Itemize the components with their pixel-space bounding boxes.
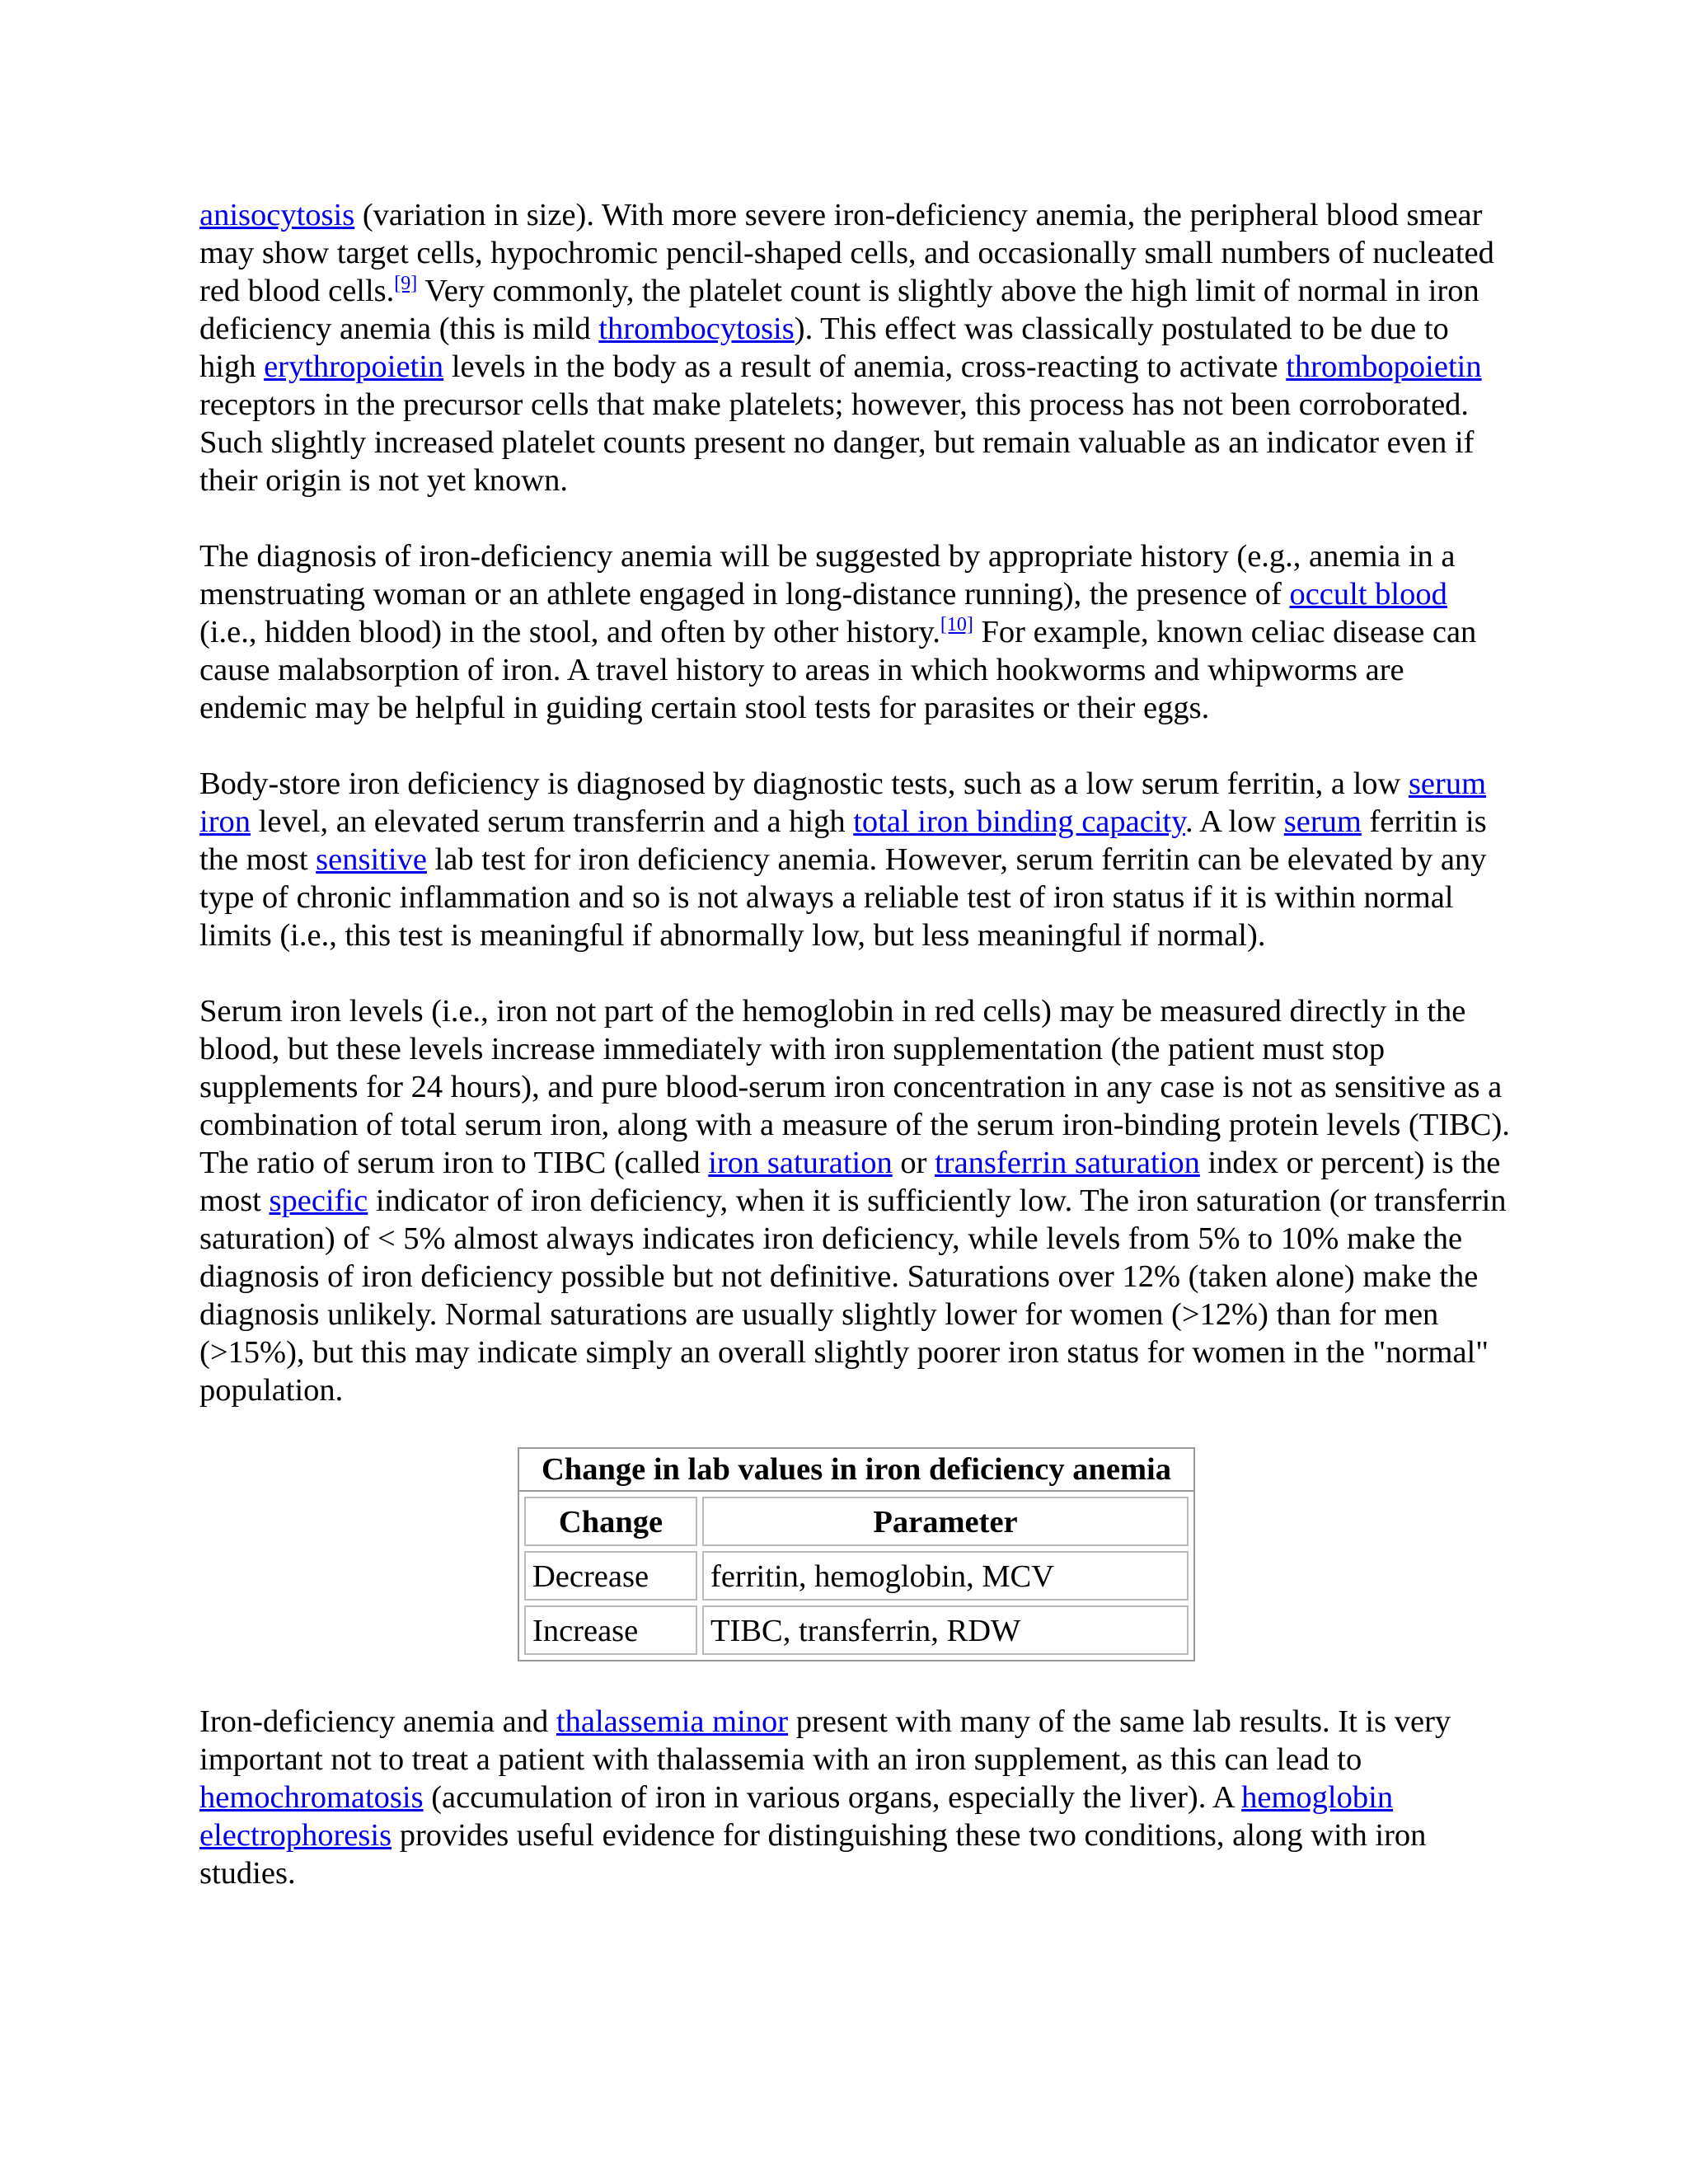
link-serum[interactable]: serum xyxy=(1283,804,1362,839)
text-span: ). This effect was classically postulated to be due to high xyxy=(199,312,1449,384)
lab-values-table xyxy=(518,1447,1195,1661)
text-span: Iron-deficiency anemia and xyxy=(199,1704,556,1739)
text-span: lab test for iron deficiency anemia. However, serum ferritin can be elevated by any type of chronic inflammation and so is not always a reliable test of iron status if it is within normal limits (i.e., this test is meaningful if abnormally low, but less meaningful if normal). xyxy=(199,842,1487,953)
link-occult-blood[interactable]: occult blood xyxy=(1289,577,1447,612)
link-total-iron-binding-capacity[interactable]: total iron binding capacity xyxy=(853,804,1185,839)
text-span: For example, known celiac disease can cause malabsorption of iron. A travel history to areas in which hookworms and whipworms are endemic may be helpful in guiding certain stool tests for parasites or their eggs. xyxy=(199,615,1477,725)
table-header-row xyxy=(524,1497,1189,1546)
text-span: levels in the body as a result of anemia, cross-reacting to activate xyxy=(443,349,1287,384)
text-span: The diagnosis of iron-deficiency anemia will be suggested by appropriate history (e.g., anemia in a menstruating woman or an athlete engaged in long-distance running), the presence of xyxy=(199,539,1456,612)
text-span: ferritin is the most xyxy=(199,804,1487,877)
text-span: (accumulation of iron in various organs, especially the liver). A xyxy=(423,1780,1242,1815)
citation-link-9[interactable]: [9] xyxy=(394,273,418,295)
lab-values-table-wrapper xyxy=(199,1447,1510,1661)
paragraph-diagnosis-history xyxy=(199,537,1510,727)
text-span: (i.e., hidden blood) in the stool, and often by other history. xyxy=(199,615,940,649)
link-hemochromatosis[interactable]: hemochromatosis xyxy=(199,1780,424,1815)
link-specific[interactable]: specific xyxy=(269,1183,368,1218)
text-span: or xyxy=(892,1146,935,1180)
link-erythropoietin[interactable]: erythropoietin xyxy=(264,349,444,384)
link-thalassemia-minor[interactable]: thalassemia minor xyxy=(556,1704,789,1739)
table-row xyxy=(524,1551,1189,1601)
column-header-change: Change xyxy=(524,1497,697,1546)
text-span: Body-store iron deficiency is diagnosed by diagnostic tests, such as a low serum ferritin, a low xyxy=(199,766,1409,801)
text-span: . A low xyxy=(1184,804,1284,839)
text-span: index or percent) is the most xyxy=(199,1146,1501,1218)
reference-10 xyxy=(940,614,973,635)
link-serum-iron[interactable]: serum iron xyxy=(199,766,1487,839)
paragraph-blood-smear xyxy=(199,196,1510,499)
table-caption: Change in lab values in iron deficiency anemia xyxy=(518,1447,1195,1490)
link-transferrin-saturation[interactable]: transferrin saturation xyxy=(935,1146,1200,1180)
link-thrombopoietin[interactable]: thrombopoietin xyxy=(1286,349,1482,384)
link-hemoglobin-electrophoresis[interactable]: hemoglobin electrophoresis xyxy=(199,1780,1394,1853)
table-cell-change: Decrease xyxy=(524,1551,697,1601)
text-span: indicator of iron deficiency, when it is sufficiently low. The iron saturation (or transferrin saturation) of < 5% almost always indicates iron deficiency, while levels from 5% to 10% make the diagnosis of iron deficiency possible but not definitive. Saturations over 12% (taken alone) make the diagnosis unlikely. Normal saturations are usually slightly lower for women (>12%) than for men (>15%), but this may indicate simply an overall slightly poorer iron status for women in the "normal" population. xyxy=(199,1183,1507,1408)
text-span: present with many of the same lab results. It is very important not to treat a patient with thalassemia with an iron supplement, as this can lead to xyxy=(199,1704,1451,1777)
text-span: level, an elevated serum transferrin and a high xyxy=(251,804,854,839)
table-cell-parameter: TIBC, transferrin, RDW xyxy=(702,1605,1189,1655)
table-cell-change: Increase xyxy=(524,1605,697,1655)
column-header-parameter: Parameter xyxy=(702,1497,1189,1546)
text-span: (variation in size). With more severe iron-deficiency anemia, the peripheral blood smear may show target cells, hypochromic pencil-shaped cells, and occasionally small numbers of nucleated red blood cells. xyxy=(199,198,1494,308)
text-span: provides useful evidence for distinguishing these two conditions, along with iron studies. xyxy=(199,1818,1427,1891)
text-span: Serum iron levels (i.e., iron not part of the hemoglobin in red cells) may be measured directly in the blood, but these levels increase immediately with iron supplementation (the patient must stop supplements for 24 hours), and pure blood-serum iron concentration in any case is not as sensitive as a combination of total serum iron, along with a measure of the serum iron-binding protein levels (TIBC). The ratio of serum iron to TIBC (called xyxy=(199,994,1510,1180)
table-row xyxy=(524,1605,1189,1655)
link-anisocytosis[interactable]: anisocytosis xyxy=(199,198,355,232)
link-thrombocytosis[interactable]: thrombocytosis xyxy=(598,312,795,346)
text-span: receptors in the precursor cells that make platelets; however, this process has not been corroborated. Such slightly increased platelet counts present no danger, but remain valuable as an indicator even if their origin is not yet known. xyxy=(199,387,1475,498)
citation-link-10[interactable]: [10] xyxy=(940,614,973,636)
reference-9 xyxy=(394,273,417,294)
paragraph-serum-iron-levels xyxy=(199,992,1510,1409)
paragraph-thalassemia xyxy=(199,1703,1510,1892)
article-body xyxy=(199,196,1510,1930)
link-iron-saturation[interactable]: iron saturation xyxy=(708,1146,893,1180)
link-sensitive[interactable]: sensitive xyxy=(316,842,427,877)
paragraph-body-store-iron xyxy=(199,765,1510,954)
text-span: Very commonly, the platelet count is slightly above the high limit of normal in iron deficiency anemia (this is mild xyxy=(199,274,1479,346)
table-cell-parameter: ferritin, hemoglobin, MCV xyxy=(702,1551,1189,1601)
